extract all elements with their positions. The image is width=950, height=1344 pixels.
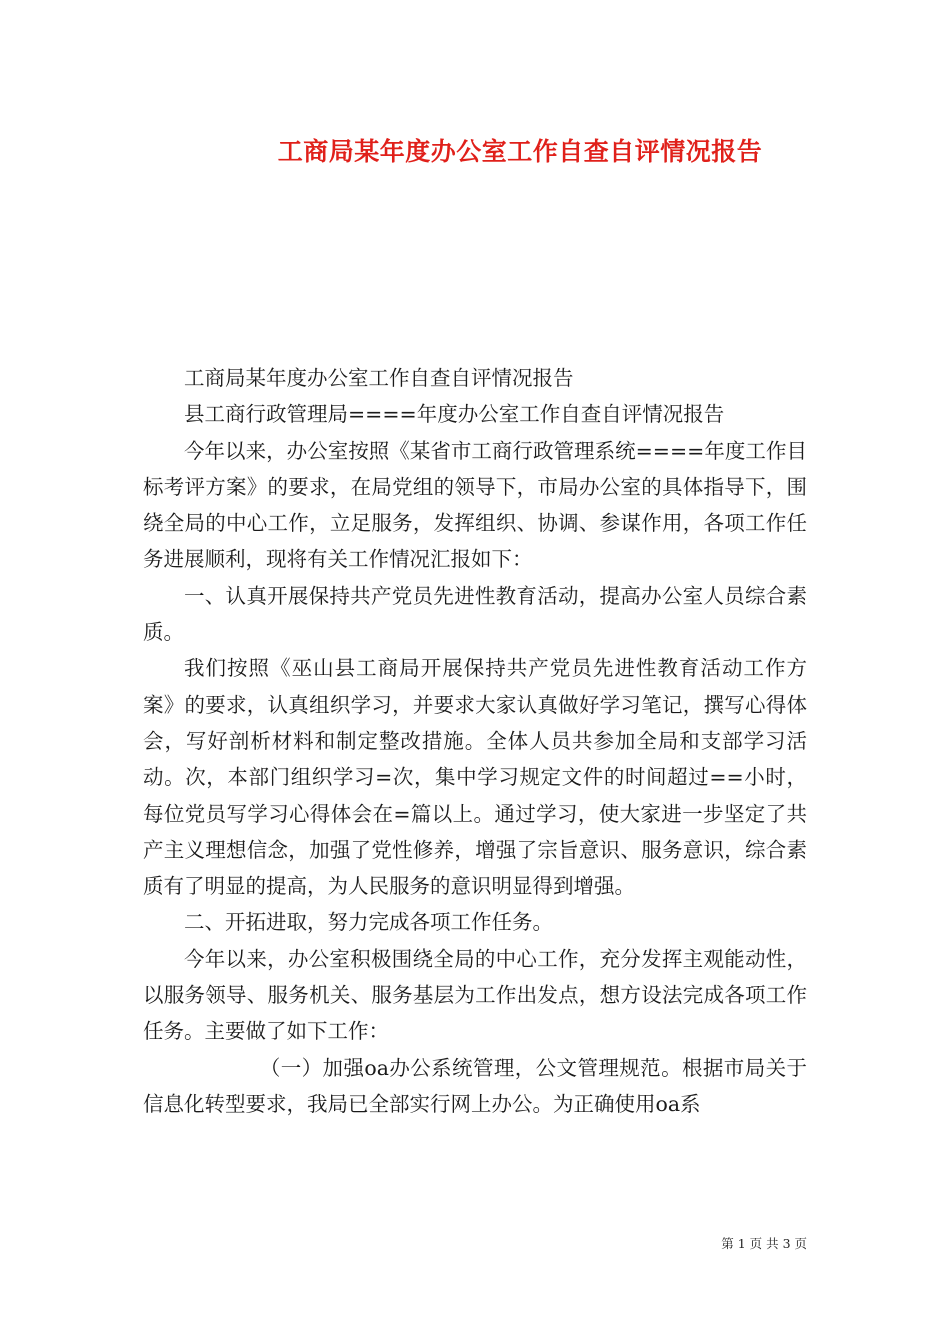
section-heading-two: 二、开拓进取，努力完成各项工作任务。 (184, 910, 553, 935)
paragraph-heading: 工商局某年度办公室工作自查自评情况报告 (184, 366, 574, 390)
paragraph-section-one: 我们按照《巫山县工商局开展保持共产党员先进性教育活动工作方案》的要求，认真组织学习，并要求大家认真做好学习笔记，撰写心得体会，写好剖析材料和制定整改措施。全体人员共参加全局和支部学习活动。次，本部门组织学习=次，集中学习规定文件的时间超过==小时，每位党员写学习心得体会在=篇以上。通过学习，使大家进一步坚定了共产主义理想信念，加强了党性修养，增强了宗旨意识、服务意识，综合素质有了明显的提高，为人民服务的意识明显得到增强。 (143, 656, 807, 899)
paragraph-intro: 今年以来，办公室按照《某省市工商行政管理系统====年度工作目标考评方案》的要求，在局党组的领导下，市局办公室的具体指导下，围绕全局的中心工作，立足服务，发挥组织、协调、参谋作用，各项工作任务进展顺利，现将有关工作情况汇报如下： (143, 438, 807, 572)
subsection-one: （一）加强oa办公系统管理，公文管理规范。根据市局关于信息化转型要求，我局已全部实行网上办公。为正确使用oa系 (143, 1055, 807, 1116)
paragraph-section-two: 今年以来，办公室积极围绕全局的中心工作，充分发挥主观能动性，以服务领导、服务机关、服务基层为工作出发点，想方设法完成各项工作任务。主要做了如下工作： (143, 946, 807, 1044)
document-body (143, 360, 807, 1122)
paragraph-subheading: 县工商行政管理局====年度办公室工作自查自评情况报告 (184, 402, 725, 427)
document-title: 工商局某年度办公室工作自查自评情况报告 (277, 137, 763, 166)
section-heading-one: 一、认真开展保持共产党员先进性教育活动，提高办公室人员综合素质。 (143, 583, 807, 645)
page-number: 第 1 页 共 3 页 (721, 1236, 807, 1251)
